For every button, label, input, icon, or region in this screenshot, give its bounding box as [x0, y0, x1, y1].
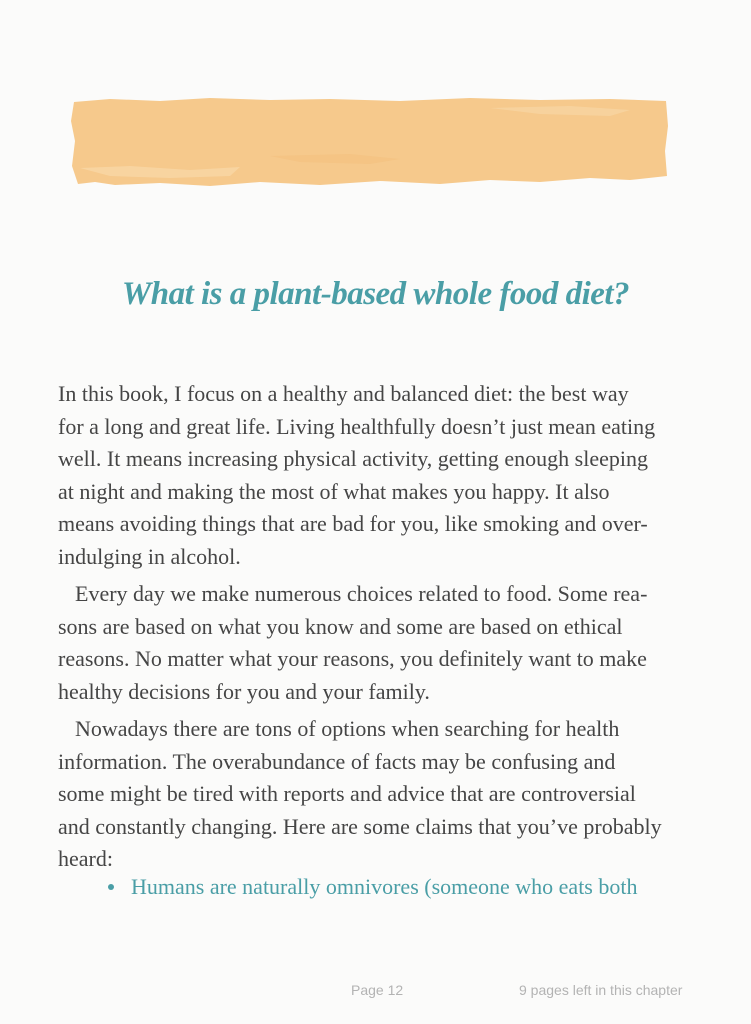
bullet-text: Humans are naturally omnivores (someone who eats both: [131, 874, 638, 899]
paragraph: Every day we make numerous choices related to food. Some rea- sons are based on what you know and some are based on ethical reasons. No matter what your reasons, you definitely want to make healthy decisions for you and your family.: [58, 581, 648, 704]
paragraph: In this book, I focus on a healthy and balanced diet: the best way for a long and great life. Living healthfully doesn’t just mean eating well. It means increasing physical activity, getting enough sleeping at night and making the most of what makes you happy. It also means avoiding things that are bad for you, like smoking and over- indulging in alcohol.: [58, 381, 656, 569]
paragraph: Nowadays there are tons of options when searching for health information. The overabundance of facts may be confusing and some might be tired with reports and advice that are controversial and constantly changing. Here are some claims that you’ve probably heard:: [58, 716, 662, 871]
bullet-list-item: [108, 871, 637, 903]
decorative-brush-stroke: [70, 96, 670, 188]
bullet-icon: [108, 884, 114, 890]
pages-left-indicator: 9 pages left in this chapter: [519, 982, 683, 998]
chapter-heading: What is a plant-based whole food diet?: [121, 276, 630, 312]
body-text: [58, 378, 698, 881]
page-number: Page 12: [351, 982, 404, 998]
